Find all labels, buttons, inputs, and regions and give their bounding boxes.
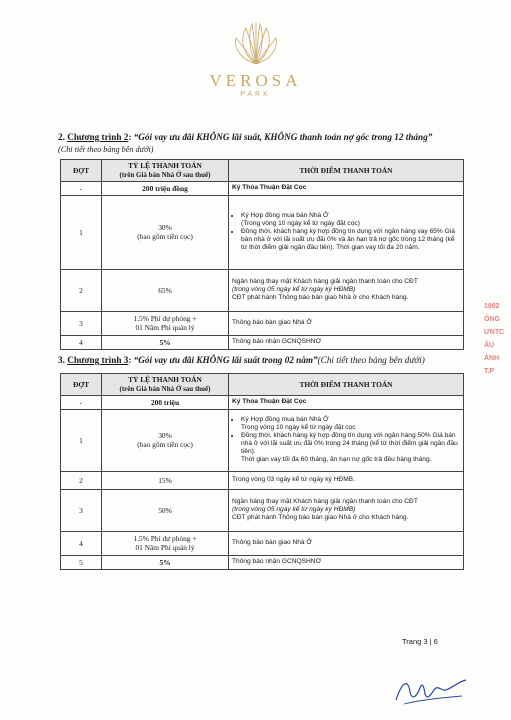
table-row bbox=[61, 489, 464, 531]
table-row bbox=[61, 395, 464, 409]
stamp-text: ƯNTC bbox=[484, 329, 505, 336]
header-time: THỜI ĐIỂM THANH TOÁN bbox=[229, 160, 464, 182]
row-rate-value: 30% bbox=[158, 431, 172, 441]
table-header-row bbox=[61, 374, 464, 396]
header-rate-label: TỶ LỆ THANH TOÁN bbox=[128, 375, 202, 384]
bullet-subtext: (Trong vòng 10 ngày kể từ ngày đặt cọc) bbox=[241, 220, 360, 228]
table-row bbox=[61, 181, 464, 195]
verosa-park-logo bbox=[0, 20, 511, 98]
row-rate-sub: 01 Năm Phí quản lý bbox=[135, 543, 195, 553]
red-stamp-fragment bbox=[484, 300, 511, 390]
table-row bbox=[61, 555, 464, 569]
row-rate: 15% bbox=[102, 471, 229, 489]
row-dot: 2 bbox=[61, 471, 102, 489]
row-time bbox=[229, 489, 464, 531]
header-rate-sub: (trên Giá bán Nhà Ở sau thuế) bbox=[119, 385, 211, 394]
bullet-text: Ký Hợp đồng mua bán Nhà Ở bbox=[241, 211, 329, 219]
bullet-subtext: Thời gian vay tối đa 60 tháng, ân hạn nợ gốc trả đều hàng tháng. bbox=[241, 456, 432, 464]
page-number: Trang 3 | 6 bbox=[402, 637, 438, 646]
header-dot: ĐỢT bbox=[61, 374, 102, 396]
row-rate-value: 1.5% Phí dự phòng + bbox=[133, 314, 197, 324]
row-dot: 2 bbox=[61, 269, 102, 311]
row-rate-value: 30% bbox=[158, 223, 172, 233]
row-time: Thông báo bàn giao Nhà Ở bbox=[229, 311, 464, 335]
row-dot: 1 bbox=[61, 195, 102, 269]
row-dot: 1 bbox=[61, 409, 102, 471]
table-row bbox=[61, 195, 464, 269]
section3-note: (Chi tiết theo bảng bên dưới) bbox=[317, 355, 425, 365]
table-row bbox=[61, 335, 464, 349]
bullet-item bbox=[241, 212, 460, 228]
section2-colon: : bbox=[128, 132, 134, 142]
brand-name: VEROSA bbox=[209, 71, 302, 90]
row-rate bbox=[102, 531, 229, 555]
bullet-subtext: Trong vòng 10 ngày kể từ ngày đặt cọc bbox=[241, 424, 356, 431]
stamp-text: T.P bbox=[484, 368, 495, 375]
row-rate bbox=[102, 195, 229, 269]
row-dot: 3 bbox=[61, 489, 102, 531]
row-dot: - bbox=[61, 395, 102, 409]
row-rate: 5% bbox=[102, 335, 229, 349]
bullet-text: Ký Hợp đồng mua bán Nhà Ở bbox=[241, 415, 329, 423]
signature-icon bbox=[390, 670, 470, 710]
row-time: Thông báo nhận GCNQSHNƠ bbox=[229, 335, 464, 349]
section2-note: (Chi tiết theo bảng bên dưới) bbox=[58, 145, 154, 154]
row-time-line1: Ngân hàng thay mặt Khách hàng giải ngân thanh toán cho CĐT bbox=[232, 498, 418, 506]
bullet-text: Đồng thời, khách hàng ký hợp đồng tín dụng với ngân hàng vay 65% Giá bán nhà ở với lãi suất ưu đãi 0% và ân hạn trả nợ gốc trong 12 tháng (kể từ thời điểm giải ngân đầu tiên). Thời gian vay tối đa 20 năm. bbox=[241, 228, 455, 252]
row-rate-value: 1.5% Phí dự phòng + bbox=[133, 534, 197, 544]
table-row bbox=[61, 471, 464, 489]
section3-title bbox=[58, 355, 425, 365]
row-rate: 200 triệu bbox=[102, 395, 229, 409]
header-dot: ĐỢT bbox=[61, 160, 102, 182]
row-rate bbox=[102, 409, 229, 471]
row-time-line2: (trong vòng 05 ngày kể từ ngày ký HĐMB) bbox=[232, 286, 356, 294]
row-time: Thông báo nhận GCNQSHNƠ bbox=[229, 555, 464, 569]
header-rate bbox=[102, 160, 229, 182]
stamp-text: ÀNH bbox=[484, 355, 500, 362]
row-rate bbox=[102, 311, 229, 335]
row-dot: - bbox=[61, 181, 102, 195]
row-rate-sub: 01 Năm Phí quản lý bbox=[135, 323, 195, 333]
row-time: Ký Thỏa Thuận Đặt Cọc bbox=[229, 395, 464, 409]
section3-table bbox=[60, 373, 464, 570]
table-row bbox=[61, 311, 464, 335]
row-time bbox=[229, 195, 464, 269]
row-rate-sub: (bao gồm tiền cọc) bbox=[137, 232, 193, 242]
row-dot: 4 bbox=[61, 531, 102, 555]
bullet-item bbox=[241, 228, 460, 252]
row-time: Trong vòng 03 ngày kể từ ngày ký HĐMB. bbox=[229, 471, 464, 489]
table-row bbox=[61, 409, 464, 471]
row-time-line3: CĐT phát hành Thông báo bàn giao Nhà ở cho Khách hàng. bbox=[232, 294, 409, 302]
section2-table bbox=[60, 159, 464, 350]
stamp-text: 1982 bbox=[484, 303, 500, 310]
bullet-item bbox=[241, 432, 460, 464]
row-time-line3: CĐT phát hành Thông báo bàn giao Nhà ở cho Khách hàng. bbox=[232, 514, 409, 522]
header-time: THỜI ĐIỂM THANH TOÁN bbox=[229, 374, 464, 396]
section3-num: 3. bbox=[58, 355, 65, 365]
stamp-text: ÔNG bbox=[484, 316, 500, 323]
section3-colon: : bbox=[128, 355, 134, 365]
bullet-item bbox=[241, 416, 460, 432]
table-header-row bbox=[61, 160, 464, 182]
header-rate-sub: (trên Giá bán Nhà Ở sau thuế) bbox=[119, 171, 211, 180]
brand-sub: PARK bbox=[240, 91, 271, 98]
section2-title bbox=[58, 132, 432, 142]
table-row bbox=[61, 531, 464, 555]
row-rate-sub: (bao gồm tiền cọc) bbox=[137, 440, 193, 450]
bullet-text: Đồng thời, khách hàng ký hợp đồng tín dụng với ngân hàng 50% Giá bán nhà ở với lãi suất ưu đãi 0% trong 24 tháng (kể từ thời điểm giải ngân đầu tiên). bbox=[241, 432, 458, 456]
stamp-text: ÂU bbox=[484, 342, 495, 349]
row-time: Thông báo bàn giao Nhà Ở bbox=[229, 531, 464, 555]
section2-name: Chương trình 2 bbox=[67, 132, 129, 142]
row-time bbox=[229, 269, 464, 311]
table-row bbox=[61, 269, 464, 311]
section2-num: 2. bbox=[58, 132, 65, 142]
row-rate: 200 triệu đồng bbox=[102, 181, 229, 195]
header-rate-label: TỶ LỆ THANH TOÁN bbox=[128, 161, 202, 170]
row-time bbox=[229, 409, 464, 471]
row-time-line2: (trong vòng 05 ngày kể từ ngày ký HĐMB) bbox=[232, 506, 356, 514]
section3-heading: “Gói vay ưu đãi KHÔNG lãi suất trong 02 năm” bbox=[133, 355, 318, 365]
row-dot: 5 bbox=[61, 555, 102, 569]
row-time: Ký Thỏa Thuận Đặt Cọc bbox=[229, 181, 464, 195]
row-dot: 4 bbox=[61, 335, 102, 349]
row-rate: 65% bbox=[102, 269, 229, 311]
lotus-logo-icon bbox=[232, 20, 280, 68]
row-time-line1: Ngân hàng thay mặt Khách hàng giải ngân thanh toán cho CĐT bbox=[232, 278, 418, 286]
row-rate: 5% bbox=[102, 555, 229, 569]
section3-name: Chương trình 3 bbox=[67, 355, 129, 365]
header-rate bbox=[102, 374, 229, 396]
row-dot: 3 bbox=[61, 311, 102, 335]
row-rate: 50% bbox=[102, 489, 229, 531]
section2-heading: “Gói vay ưu đãi KHÔNG lãi suất, KHÔNG thanh toán nợ gốc trong 12 tháng” bbox=[133, 132, 433, 142]
